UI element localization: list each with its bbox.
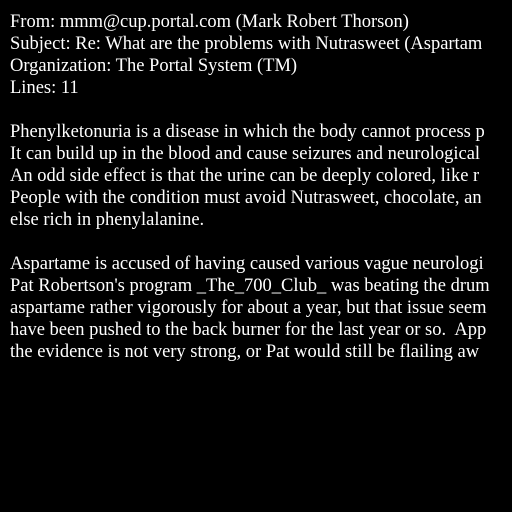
body-line: Pat Robertson's program _The_700_Club_ was beating the drum bbox=[10, 276, 490, 296]
blank-line bbox=[10, 231, 512, 253]
message-header bbox=[10, 11, 512, 99]
body-line: An odd side effect is that the urine can be deeply colored, like r bbox=[10, 166, 480, 186]
body-line: People with the condition must avoid Nutrasweet, chocolate, an bbox=[10, 188, 482, 208]
message-view bbox=[10, 11, 512, 363]
body-line: Phenylketonuria is a disease in which the body cannot process p bbox=[10, 122, 485, 142]
body-line: It can build up in the blood and cause seizures and neurological bbox=[10, 144, 481, 164]
body-line: else rich in phenylalanine. bbox=[10, 210, 205, 230]
header-organization: Organization: The Portal System (TM) bbox=[10, 56, 298, 76]
body-line: have been pushed to the back burner for the last year or so. App bbox=[10, 320, 487, 340]
header-subject: Subject: Re: What are the problems with Nutrasweet (Aspartam bbox=[10, 34, 483, 54]
header-from: From: mmm@cup.portal.com (Mark Robert Thorson) bbox=[10, 12, 409, 32]
body-line: Aspartame is accused of having caused various vague neurologi bbox=[10, 254, 484, 274]
body-line: aspartame rather vigorously for about a year, but that issue seem bbox=[10, 298, 487, 318]
header-lines: Lines: 11 bbox=[10, 78, 79, 98]
message-paragraph-2 bbox=[10, 253, 512, 363]
blank-line bbox=[10, 99, 512, 121]
body-line: the evidence is not very strong, or Pat would still be flailing aw bbox=[10, 342, 480, 362]
message-paragraph-1 bbox=[10, 121, 512, 231]
